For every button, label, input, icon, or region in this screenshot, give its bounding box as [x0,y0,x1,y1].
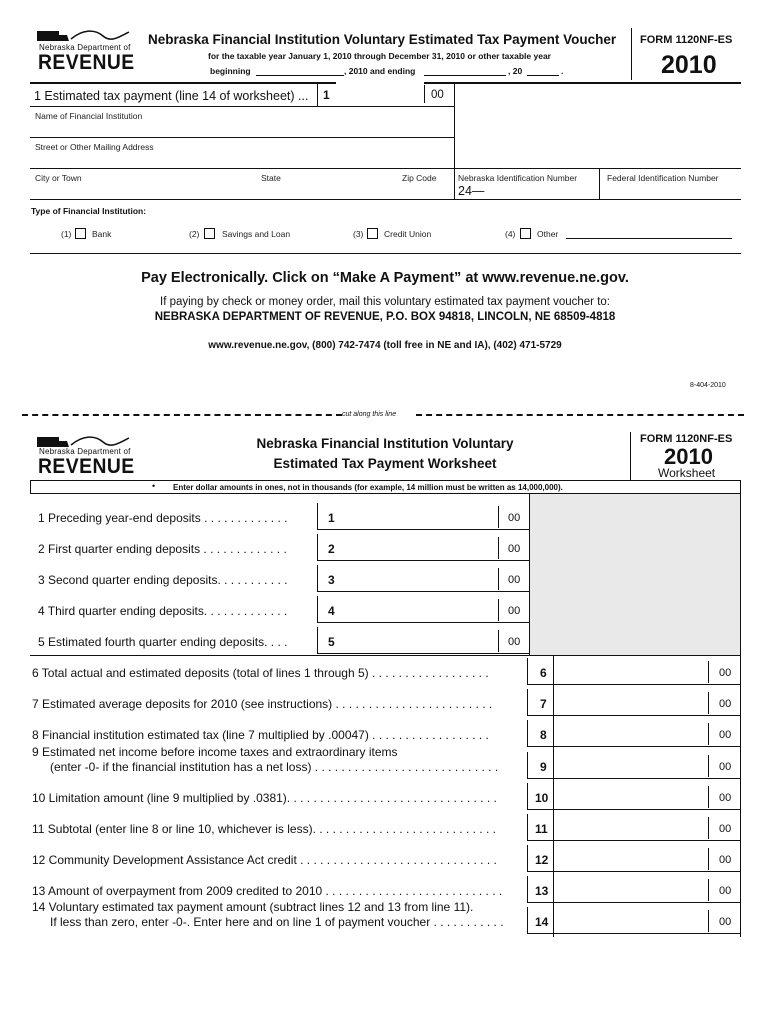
note-bullet: • [152,481,156,491]
worksheet-line-2-label: 2 First quarter ending deposits . . . . . . . . . . . . . [38,542,287,556]
worksheet-line-10-cents: 00 [719,792,732,804]
street-label: Street or Other Mailing Address [35,142,154,152]
worksheet-title-2: Estimated Tax Payment Worksheet [273,456,497,471]
line-divider [317,503,318,529]
worksheet-year: 2010 [664,444,713,469]
line-divider [527,845,528,871]
logo-revenue-text: REVENUE [38,51,135,74]
type-1-num: (1) [61,229,72,239]
beginning-label: beginning [210,66,251,76]
worksheet-line-14-cents: 00 [719,916,732,928]
name-label: Name of Financial Institution [35,111,143,121]
worksheet-sub: Worksheet [658,466,716,480]
line-divider [527,907,528,933]
worksheet-line-13-amount-field[interactable] [553,876,708,902]
doc-code: 8-404-2010 [690,382,726,389]
worksheet-line-5-amount-field[interactable] [340,627,498,653]
worksheet-line-8-amount-field[interactable] [553,720,708,746]
worksheet-line-11-number: 11 [535,822,548,836]
ne-id-field[interactable] [490,182,598,198]
line-divider [527,814,528,840]
worksheet-line-9-amount-field[interactable] [553,752,708,778]
taxable-year-text: for the taxable year January 1, 2010 through December 31, 2010 or other taxable year [208,51,551,61]
line-underline [527,684,740,685]
worksheet-line-12-cents: 00 [719,854,732,866]
savings-loan-label: Savings and Loan [222,229,291,239]
cents-divider [708,786,709,808]
voucher-title: Nebraska Financial Institution Voluntary Estimated Tax Payment Voucher [148,32,617,47]
cents-divider [708,910,709,932]
voucher-line1-cents: 00 [431,89,444,101]
number-column-border [553,655,554,937]
worksheet-line-8-cents: 00 [719,729,732,741]
cut-line-left [22,414,342,416]
voucher-form-id: FORM 1120NF-ES [640,34,733,46]
cents-divider [498,568,499,590]
worksheet-line-3-number: 3 [328,573,335,587]
worksheet-line-2-cents: 00 [508,543,521,555]
type-label: Type of Financial Institution: [31,206,147,216]
beginning-field[interactable] [256,75,344,76]
worksheet-line-9-label-cont: (enter -0- if the financial institution has a net loss) . . . . . . . . . . . . . . . . . . . . . . . . . . . . [50,760,499,774]
line-divider [527,876,528,902]
worksheet-line-11-amount-field[interactable] [553,814,708,840]
worksheet-line-4-amount-field[interactable] [340,596,498,622]
worksheet-line-2-amount-field[interactable] [340,534,498,560]
worksheet-line-1-label: 1 Preceding year-end deposits . . . . . . . . . . . . . [38,511,288,525]
worksheet-line-4-number: 4 [328,604,335,618]
worksheet-line-13-label: 13 Amount of overpayment from 2009 credited to 2010 . . . . . . . . . . . . . . . . . . . . . . . . . . . [32,884,503,898]
line-divider [317,627,318,653]
contact-info: www.revenue.ne.gov, (800) 742-7474 (toll free in NE and IA), (402) 471-5729 [208,340,562,351]
logo-dept-text: Nebraska Department of [39,43,131,52]
worksheet-line-5-number: 5 [328,635,335,649]
worksheet-line-11-label: 11 Subtotal (enter line 8 or line 10, whichever is less). . . . . . . . . . . . . . . . . . . . . . . . . . . . [32,822,496,836]
ending-label: , 2010 and ending [344,66,416,76]
worksheet-line-10-number: 10 [535,791,549,805]
year-20-label: , 20 [508,66,523,76]
worksheet-line-14-label: 14 Voluntary estimated tax payment amount (subtract lines 12 and 13 from line 11). [32,900,474,914]
worksheet-line-4-label: 4 Third quarter ending deposits. . . . . . . . . . . . . [38,604,288,618]
worksheet-line-8-label: 8 Financial institution estimated tax (line 7 multiplied by .00047) . . . . . . . . . . . . . . . . . . [32,728,489,742]
cut-line-text: cut along this line [342,411,397,418]
note-text: Enter dollar amounts in ones, not in thousands (for example, 14 million must be written as 14,000,000). [173,483,563,492]
voucher-line1-label: 1 Estimated tax payment (line 14 of worksheet) ... [34,89,309,103]
ne-id-prefix: 24— [458,184,485,198]
logo-dept-text: Nebraska Department of [39,447,131,456]
line-divider [317,534,318,560]
bank-label: Bank [92,229,112,239]
voucher-line1-amount-field[interactable] [336,82,424,106]
voucher-year: 2010 [661,51,717,79]
line-underline [527,746,740,747]
worksheet-line-12-label: 12 Community Development Assistance Act credit . . . . . . . . . . . . . . . . . . . . . . . . . . . . . . [32,853,497,867]
worksheet-line-12-number: 12 [535,853,549,867]
worksheet-line-1-cents: 00 [508,512,521,524]
line-divider [527,783,528,809]
line-underline [527,933,740,934]
worksheet-line-13-number: 13 [535,884,549,898]
savings-loan-checkbox[interactable] [204,228,215,239]
mail-note: If paying by check or money order, mail this voluntary estimated tax payment voucher to: [160,296,610,308]
street-field[interactable] [30,138,454,167]
ne-id-label: Nebraska Identification Number [458,173,578,183]
worksheet-line-6-label: 6 Total actual and estimated deposits (total of lines 1 through 5) . . . . . . . . . . . . . . . . . . [32,666,489,680]
fed-id-label: Federal Identification Number [607,173,719,183]
worksheet-title-1: Nebraska Financial Institution Voluntary [256,436,514,451]
worksheet-line-9-cents: 00 [719,761,732,773]
worksheet-line-7-label: 7 Estimated average deposits for 2010 (see instructions) . . . . . . . . . . . . . . . . . . . . . . . . [32,697,493,711]
line-underline [527,902,740,903]
note-box [30,480,741,494]
worksheet-line-12-amount-field[interactable] [553,845,708,871]
worksheet-line-7-cents: 00 [719,698,732,710]
worksheet-line-14-label-cont: If less than zero, enter -0-. Enter here and on line 1 of payment voucher . . . . . . . . . . . [50,915,504,929]
cents-divider [498,537,499,559]
worksheet-line-4-cents: 00 [508,605,521,617]
other-checkbox[interactable] [520,228,531,239]
line-underline [527,778,740,779]
line-divider [317,565,318,591]
worksheet-line-1-amount-field[interactable] [340,503,498,529]
ending-field[interactable] [424,75,506,76]
worksheet-line-14-amount-field[interactable] [553,907,708,933]
worksheet-form-id: FORM 1120NF-ES [640,433,733,445]
worksheet-line-5-cents: 00 [508,636,521,648]
cents-divider [498,506,499,528]
worksheet-line-14-number: 14 [535,915,549,929]
credit-union-label: Credit Union [384,229,432,239]
cents-divider [708,755,709,777]
worksheet-line-5-label: 5 Estimated fourth quarter ending deposits. . . . [38,635,288,649]
worksheet-line-3-amount-field[interactable] [340,565,498,591]
line-underline [527,871,740,872]
line-divider [527,689,528,715]
cents-divider [708,879,709,901]
other-label: Other [537,229,559,239]
worksheet-line-7-amount-field[interactable] [553,689,708,715]
worksheet-line-3-cents: 00 [508,574,521,586]
other-field[interactable] [566,238,732,239]
cents-divider [498,630,499,652]
period-mark: . [561,66,564,76]
voucher-line1-number: 1 [323,88,330,102]
line-divider [527,752,528,778]
worksheet-line-7-number: 7 [540,697,547,711]
line-underline [317,560,529,561]
cents-divider [708,661,709,683]
pay-electronically-text: Pay Electronically. Click on “Make A Payment” at www.revenue.ne.gov. [141,270,629,286]
worksheet-line-10-amount-field[interactable] [553,783,708,809]
line-underline [527,715,740,716]
worksheet-line-6-cents: 00 [719,667,732,679]
worksheet-line-9-number: 9 [540,760,547,774]
name-field[interactable] [30,107,454,136]
logo-revenue-text: REVENUE [38,455,135,478]
line-divider [317,596,318,622]
worksheet-line-13-cents: 00 [719,885,732,897]
zip-label: Zip Code [402,173,437,183]
city-state-zip-field[interactable] [30,182,450,198]
line-divider [527,720,528,746]
worksheet-line-11-cents: 00 [719,823,732,835]
block-a-right-border [529,494,530,655]
type-4-num: (4) [505,229,516,239]
ending-year-field[interactable] [527,75,559,76]
cut-line-right [416,414,744,416]
city-label: City or Town [35,173,82,183]
line-underline [317,653,529,654]
worksheet-line-6-number: 6 [540,666,547,680]
worksheet-line-3-label: 3 Second quarter ending deposits. . . . . . . . . . . [38,573,288,587]
bank-checkbox[interactable] [75,228,86,239]
line-underline [527,809,740,810]
cents-divider [708,817,709,839]
worksheet-line-2-number: 2 [328,542,335,556]
cents-divider [708,692,709,714]
worksheet-line-6-amount-field[interactable] [553,658,708,684]
worksheet-line-1-number: 1 [328,511,335,525]
line-underline [527,840,740,841]
credit-union-checkbox[interactable] [367,228,378,239]
line-underline [317,529,529,530]
type-2-num: (2) [189,229,200,239]
worksheet-line-8-number: 8 [540,728,547,742]
fed-id-field[interactable] [601,182,739,198]
line-underline [317,622,529,623]
cents-divider [708,848,709,870]
line-underline [317,591,529,592]
worksheet-line-10-label: 10 Limitation amount (line 9 multiplied by .0381). . . . . . . . . . . . . . . . . . . . . . . . . . . . . . . . [32,791,497,805]
state-label: State [261,173,281,183]
type-3-num: (3) [353,229,364,239]
worksheet-line-9-label: 9 Estimated net income before income taxes and extraordinary items [32,745,398,759]
block-separator [30,655,741,656]
cents-divider [498,599,499,621]
mail-address: NEBRASKA DEPARTMENT OF REVENUE, P.O. BOX 94818, LINCOLN, NE 68509-4818 [154,311,616,323]
cents-divider [708,723,709,745]
line-divider [527,658,528,684]
